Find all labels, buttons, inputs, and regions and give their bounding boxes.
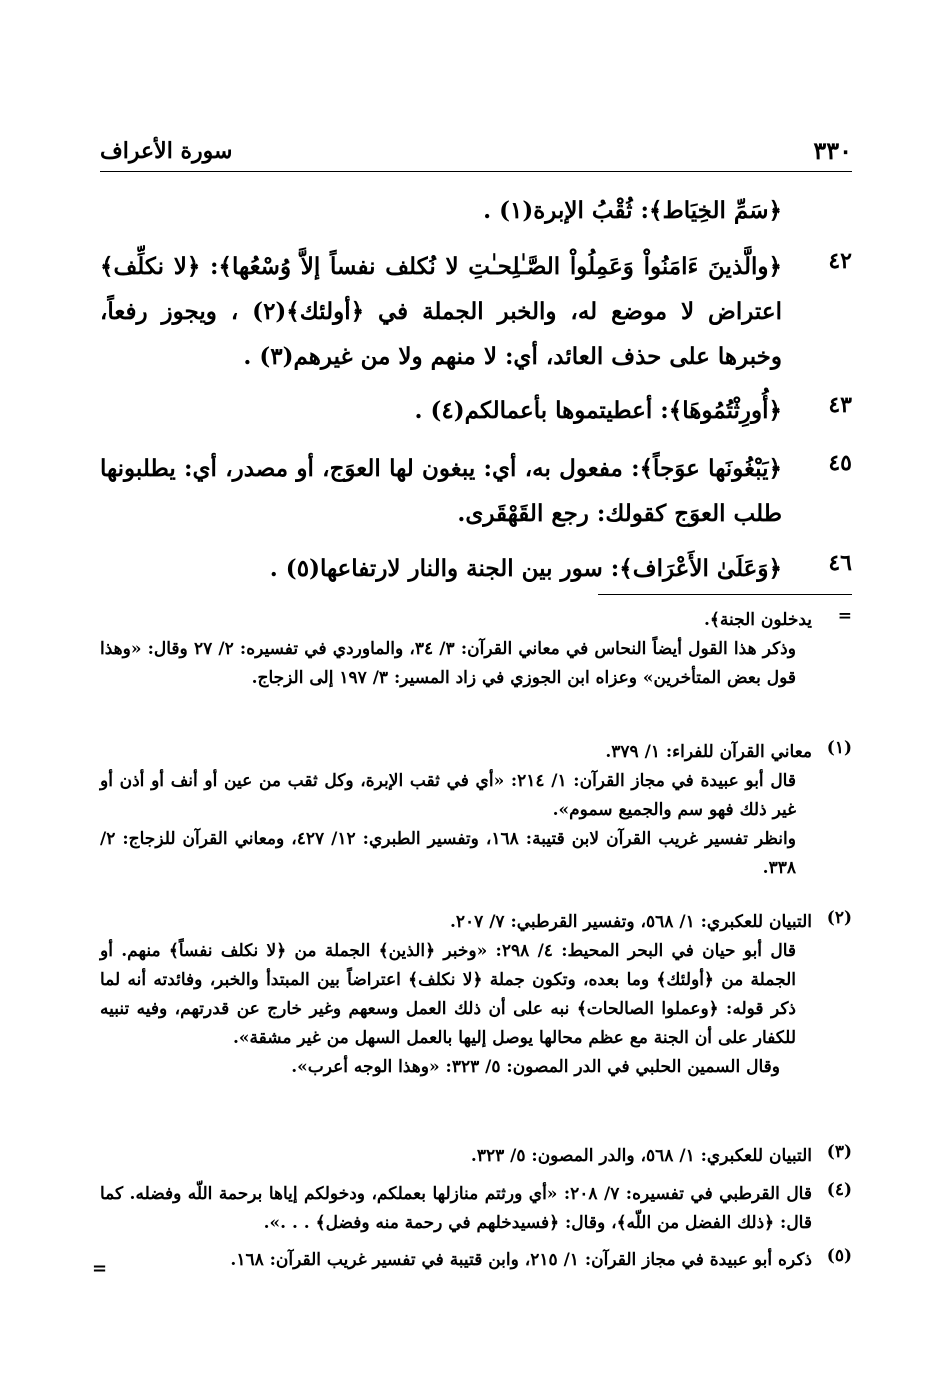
entry-verse-46 [100,546,852,591]
entry-text: ﴿يَبْغُونَها عوَجاً﴾: مفعول به، أي: يبغون لها العوَج، أو مصدر، أي: يطلبونها طلب العوَج كقولك: رجع القَهْقَرى. [100,455,782,527]
verse-number: ٤٣ [828,392,852,418]
footnote-line: قال أبو عبيدة في مجاز القرآن: ١/ ٢١٤: «أي في ثقب الإبرة، وكل ثقب من عين أو أنف أو أذن أو غير ذلك فهو سم والجميع سموم». [100,771,796,820]
entry-text: ﴿أُورِثْتُمُوهَا﴾: أعطيتموها بأعمالكم(٤) . [414,397,782,424]
footnote-marker: (٤) [826,1180,852,1200]
footnote-line: يدخلون الجنة﴾. [704,610,812,630]
footnote-line: التبيان للعكبري: ١/ ٥٦٨، وتفسير القرطبي: ٧/ ٢٠٧. [449,912,812,932]
entry-verse-43 [100,388,852,433]
footnote-marker: = [837,606,852,626]
footnote-line: قال القرطبي في تفسيره: ٧/ ٢٠٨: «أي ورثتم منازلها بعملكم، ودخولكم إياها برحمة اللّه وفضله. كما قال: ﴿ذلك الفضل من اللّه﴾، وقال: ﴿فسيدخلهم في رحمة منه وفضل﴾ . . .». [100,1184,812,1233]
footnote-marker: (٣) [826,1142,852,1162]
footnote-5 [100,1246,852,1275]
entry-verse-45 [100,446,852,536]
footnote-line: التبيان للعكبري: ١/ ٥٦٨، والدر المصون: ٥/ ٣٢٣. [470,1146,812,1166]
continuation-mark: = [92,1258,108,1279]
page-number: ٣٣٠ [813,136,852,165]
footnote-3 [100,1142,852,1171]
footnote-marker: (١) [826,738,852,758]
footnote-text [100,1142,812,1171]
entry-text: ﴿والَّذينَ ءَامَنُواْ وَعَمِلُواْ الصَّـٰلِحـٰتِ لا نُكلف نفساً إلاَّ وُسْعُها﴾: ﴿لا نكلِّف﴾ اعتراض لا موضع له، والخبر الجملة في ﴿أولئك﴾(٢) ، ويجوز رفعاً، وخبرها على حذف العائد، أي: لا منهم ولا من غيرهم(٣) . [100,253,782,370]
entry-verse-42 [100,244,852,379]
footnote-4 [100,1180,852,1238]
page-header [100,136,852,168]
footnote-line: وانظر تفسير غريب القرآن لابن قتيبة: ١٦٨، وتفسير الطبري: ١٢/ ٤٢٧، ومعاني القرآن للزجاج: ٢/ ٣٣٨. [100,829,796,878]
footnote-line: معاني القرآن للفراء: ١/ ٣٧٩. [605,742,812,762]
footnote-text [100,606,812,693]
footnote-divider [598,594,852,595]
surah-title: سورة الأعراف [100,138,233,164]
footnote-1 [100,738,852,883]
footnote-text [140,1246,812,1275]
footnote-continued [100,606,852,693]
footnote-text [100,1180,812,1238]
footnote-text [100,738,812,883]
footnote-line: ذكره أبو عبيدة في مجاز القرآن: ١/ ٢١٥، وابن قتيبة في تفسير غريب القرآن: ١٦٨. [230,1250,812,1270]
footnote-2 [100,908,852,1082]
footnote-text [100,908,812,1082]
verse-number: ٤٢ [828,248,852,274]
header-rule [100,171,852,172]
verse-number: ٤٦ [828,550,852,576]
footnote-line: وقال السمين الحلبي في الدر المصون: ٥/ ٣٢٣: «وهذا الوجه أعرب». [291,1057,780,1077]
footnote-line: وذكر هذا القول أيضاً النحاس في معاني القرآن: ٣/ ٣٤، والماوردي في تفسيره: ٢/ ٢٧ وقال: «وهذا قول بعض المتأخرين» وعزاه ابن الجوزي في زاد المسير: ٣/ ١٩٧ إلى الزجاج. [100,639,796,688]
footnote-line: قال أبو حيان في البحر المحيط: ٤/ ٢٩٨: «وخبر ﴿الذين﴾ الجملة من ﴿لا نكلف نفساً﴾ منهم. أو الجملة من ﴿أولئك﴾ وما بعده، وتكون جملة ﴿لا نكلف﴾ اعتراضاً بين المبتدأ والخبر، وفائدته أنه لما ذكر قوله: ﴿وعملوا الصالحات﴾ نبه على أن ذلك العمل وسعهم وغير خارج عن قدرتهم، وفيه تنبيه للكفار على أن الجنة مع عظم محالها يوصل إليها بالعمل السهل من غير مشقة». [100,941,797,1048]
entry-sam-alkhiyat [100,188,852,233]
footnote-marker: (٥) [826,1246,852,1266]
verse-number: ٤٥ [828,450,852,476]
entry-text: ﴿وَعَلَىٰ الأَعْرَاف﴾: سور بين الجنة والنار لارتفاعها(٥) . [269,555,782,582]
footnote-marker: (٢) [826,908,852,928]
entry-text: ﴿سَمِّ الخِيَاط﴾: ثُقْبُ الإبرة(١) . [483,197,782,224]
